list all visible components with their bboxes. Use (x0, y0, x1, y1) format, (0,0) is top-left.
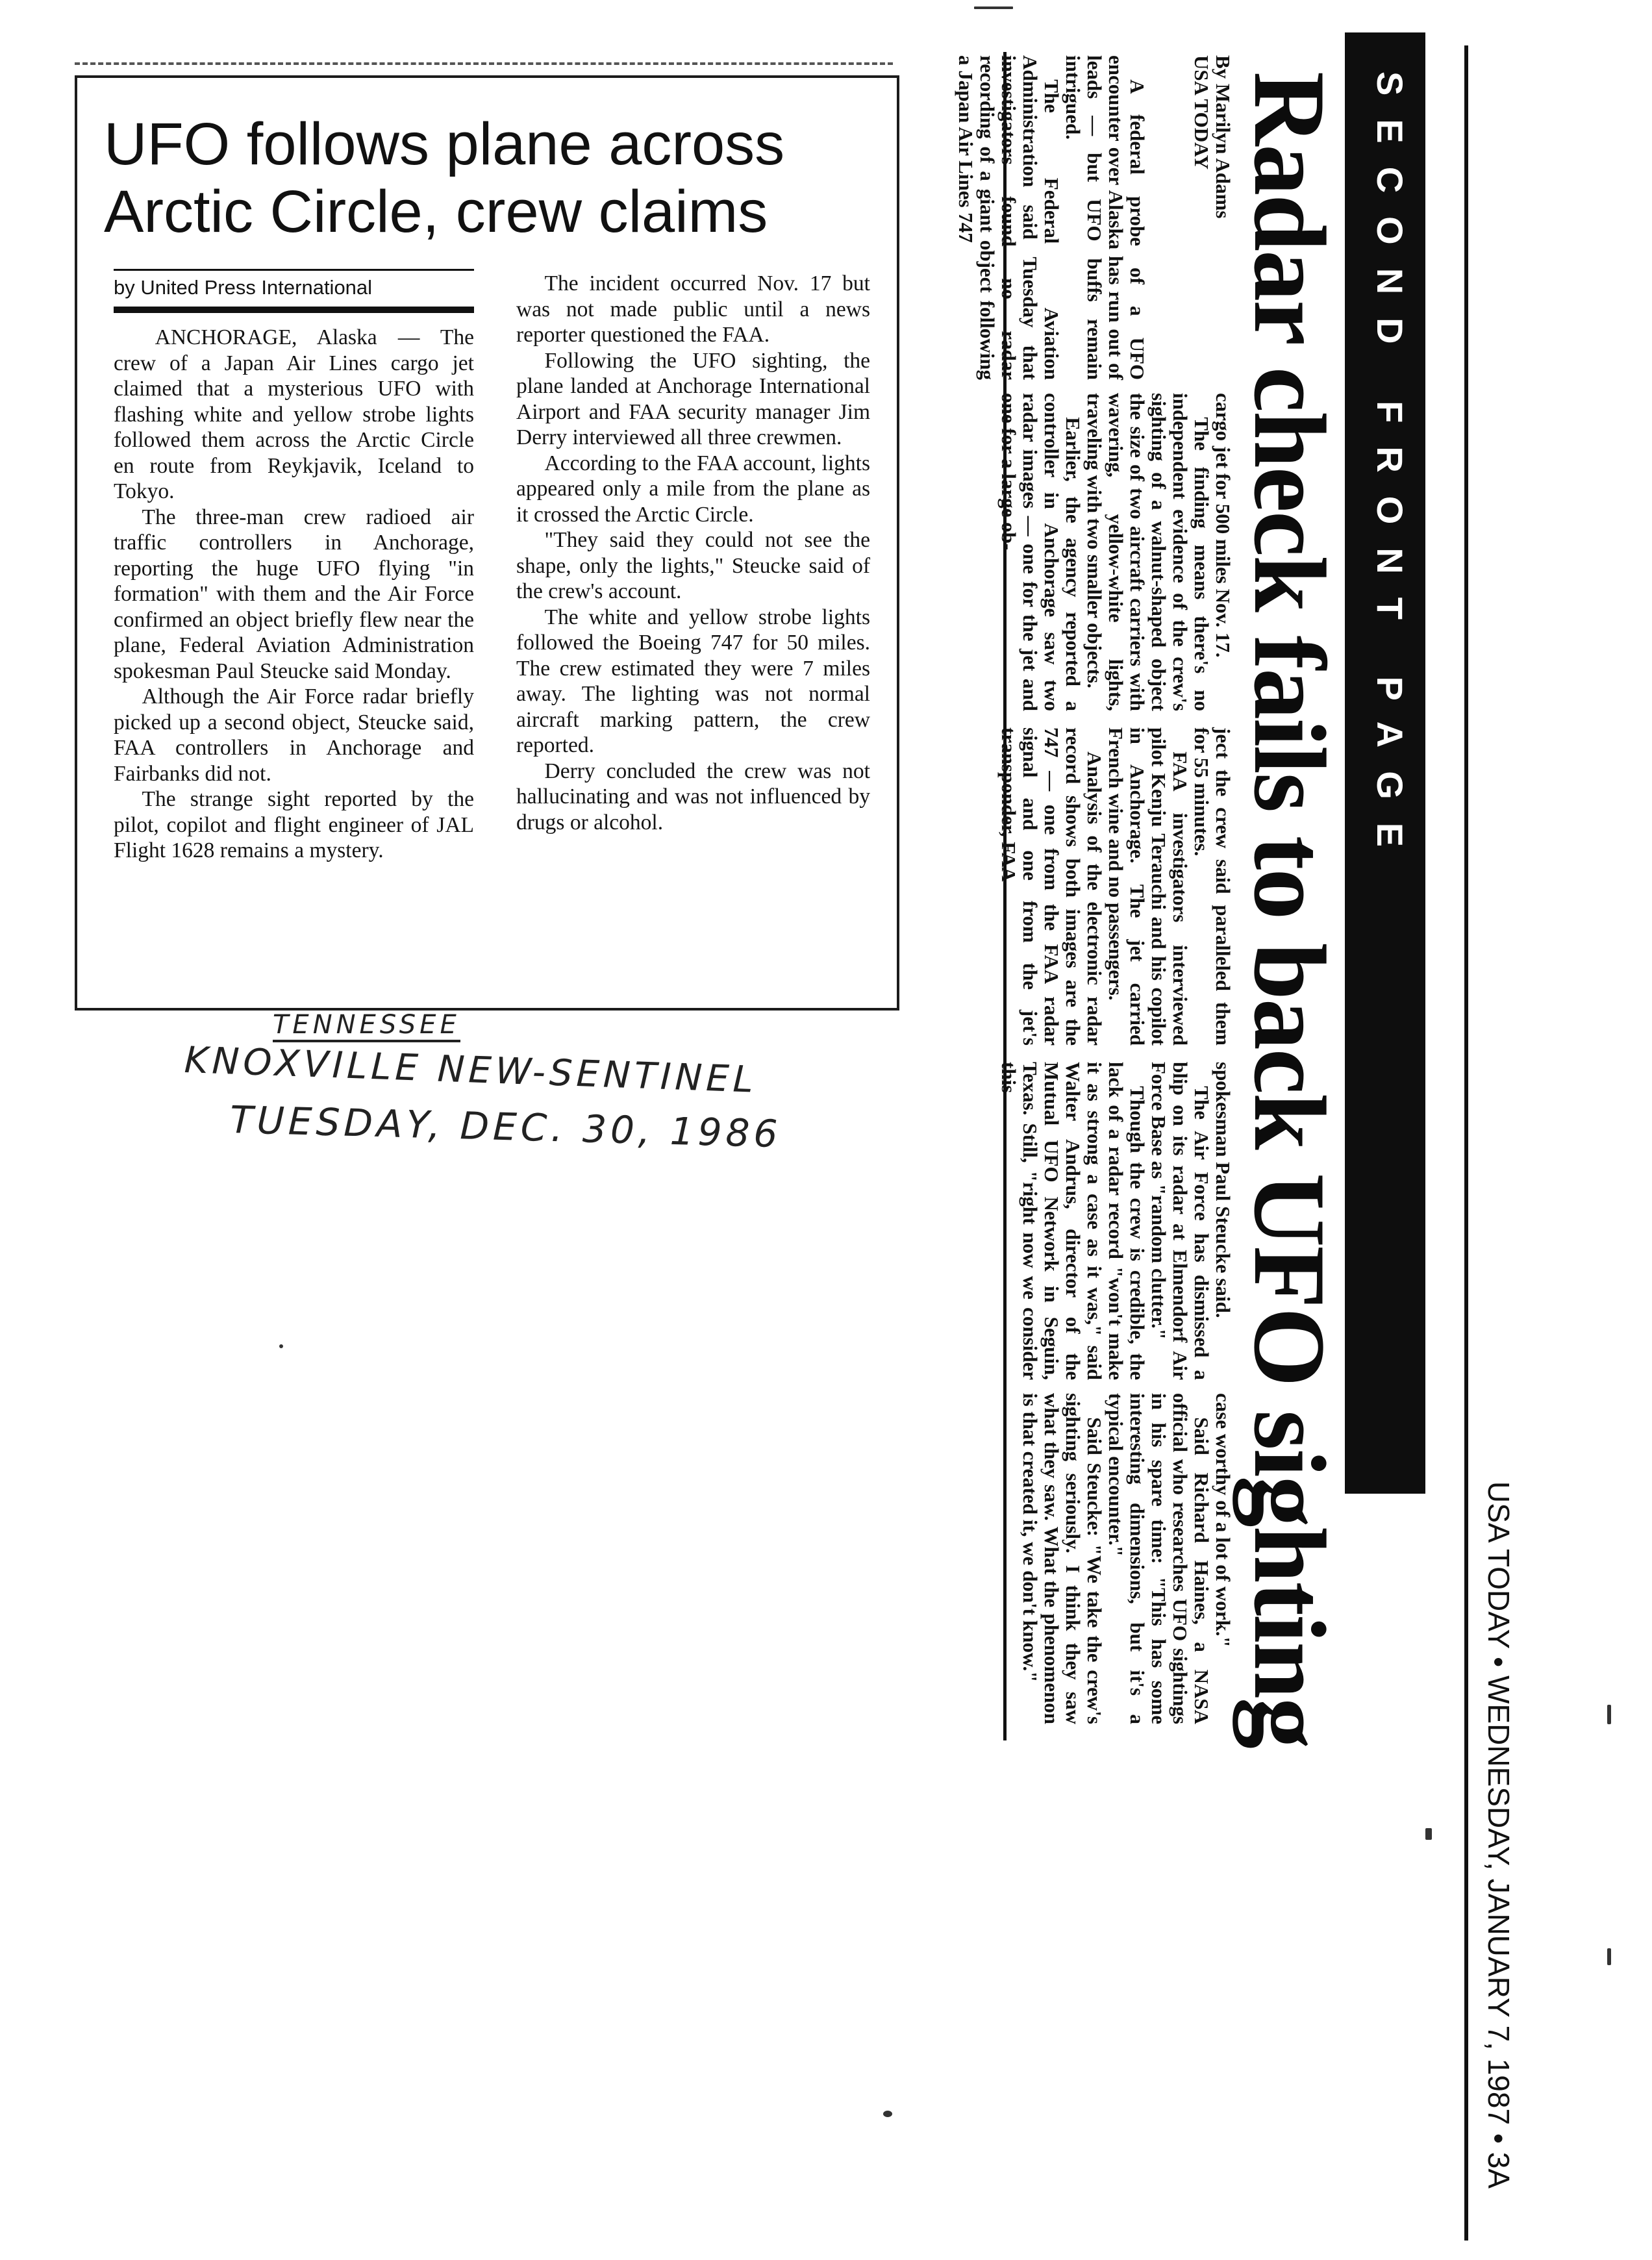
paragraph: The incident occurred Nov. 17 but was not made public until a news reporter questioned the FAA. (516, 271, 870, 347)
paragraph: Earlier, the agency reported a controller in Anchorage saw two radar images — one for the jet and one for a large ob- (997, 393, 1084, 711)
upi-column-2 (516, 271, 870, 835)
byline-rule-thick (114, 307, 474, 313)
usa-column-2 (998, 393, 1234, 711)
paragraph: According to the FAA account, lights appeared only a mile from the plane as it crossed the Arctic Circle. (516, 451, 870, 527)
paragraph: Said Steucke: "We take the crew's sighting seriously. I think they saw what they saw. What the phenomenon is that created it, we don't know." (1019, 1393, 1106, 1724)
scan-speck (1607, 1948, 1611, 1965)
paragraph: Derry concluded the crew was not hallucinating and was not influenced by drugs or alcohol. (516, 759, 870, 835)
paragraph: spokesman Paul Steucke said. (1212, 1062, 1234, 1318)
paragraph: ject the crew said paralleled them for 55 minutes. (1190, 727, 1234, 1046)
upi-column-1 (114, 325, 474, 864)
paragraph: The Federal Aviation Administration said Tuesday that investigators found no radar recording of a giant object following a Japan Air Lines 747 (955, 55, 1063, 380)
paragraph: Though the crew is credible, the lack of a radar record "won't make it as strong a case as it was," said Walter Andrus, director of the Mutual UFO Network in Seguin, Texas. Still, "right now we consider this (997, 1062, 1149, 1380)
paragraph: The three-man crew radioed air traffic controllers in Anchorage, reporting the huge UFO flying "in formation" with them and the Air Force confirmed an object briefly flew near the plane, Federal Aviation Administration spokesman Paul Steucke said Monday. (114, 505, 474, 683)
paragraph: case worthy of a lot of work." (1212, 1393, 1234, 1648)
scan-speck (279, 1344, 283, 1348)
handwritten-state: TENNESSEE (273, 1010, 460, 1042)
spacer (1148, 55, 1191, 380)
section-label: SECOND FRONT PAGE (1370, 71, 1410, 871)
handwritten-newspaper: KNOXVILLE NEW-SENTINEL (183, 1039, 758, 1101)
paragraph: Said Richard Haines, a NASA official who researches UFO sightings in his spare time: "This has some interesting dimensions, but it's a typical encounter." (1105, 1393, 1213, 1724)
paragraph: The finding means there's no independent evidence of the crew's sighting of a walnut-shaped object the size of two aircraft carriers with wavering, yellow-white lights, traveling with two smaller objects. (1083, 393, 1213, 711)
dateline-bar (1464, 45, 1536, 2241)
upi-byline: by United Press International (114, 276, 373, 299)
scan-speck (1425, 1828, 1432, 1840)
paragraph: The white and yellow strobe lights followed the Boeing 747 for 50 miles. The crew estimated they were 7 miles away. The lighting was not normal aircraft marking pattern, the crew reported. (516, 605, 870, 757)
upi-headline: UFO follows plane across Arctic Circle, crew claims (104, 111, 785, 245)
paragraph: The Air Force has dismissed a blip on its radar at Elmendorf Air Force Base as "random clutter." (1147, 1062, 1213, 1380)
handwritten-date: TUESDAY, DEC. 30, 1986 (229, 1098, 782, 1157)
paragraph: ANCHORAGE, Alaska — The crew of a Japan Air Lines cargo jet claimed that a mysterious UFO with flashing white and yellow strobe lights followed them across the Arctic Circle en route from Reykjavik, Iceland to Tokyo. (114, 325, 474, 503)
paragraph: cargo jet for 500 miles Nov. 17. (1212, 393, 1234, 658)
section-banner (1345, 32, 1425, 1494)
scan-speck (1607, 1705, 1611, 1724)
usa-headline: Radar check fails to back UFO sighting (1233, 71, 1346, 1748)
scan-speck (974, 6, 1013, 9)
usa-today-rotated-content (935, 32, 1546, 2260)
byline-name: By Marilyn Adams (1212, 55, 1234, 219)
usa-column-5 (1020, 1393, 1234, 1724)
dateline: USA TODAY • WEDNESDAY, JANUARY 7, 1987 • 3A (1482, 1481, 1516, 2189)
paragraph: Although the Air Force radar briefly picked up a second object, Steucke said, FAA controllers in Anchorage and Fairbanks did not. (114, 684, 474, 786)
clipping-edge-top (75, 62, 893, 65)
usa-column-1 (955, 55, 1234, 380)
scan-speck (883, 2111, 892, 2117)
usa-column-4 (998, 1062, 1234, 1380)
byline-org: USA TODAY (1190, 55, 1213, 170)
paragraph: Analysis of the electronic radar record shows both images are the 747 — one from the FAA radar signal and one from the jet's transponder, FAA (997, 727, 1106, 1046)
usa-today-clipping (935, 32, 1546, 2260)
paragraph: The strange sight reported by the pilot, copilot and flight engineer of JAL Flight 1628 remains a mystery. (114, 787, 474, 862)
usa-column-3 (998, 727, 1234, 1046)
paragraph: "They said they could not see the shape, only the lights," Steucke said of the crew's account. (516, 528, 870, 603)
byline-rule (114, 269, 474, 271)
paragraph: FAA investigators interviewed pilot Kenju Terauchi and his copilot in Anchorage. The jet carried French wine and no passengers. (1105, 727, 1192, 1046)
paragraph: Following the UFO sighting, the plane landed at Anchorage International Airport and FAA security manager Jim Derry interviewed all three crewmen. (516, 348, 870, 449)
paragraph: A federal probe of a UFO encounter over Alaska has run out of leads — but UFO buffs remain intrigued. (1062, 55, 1149, 380)
